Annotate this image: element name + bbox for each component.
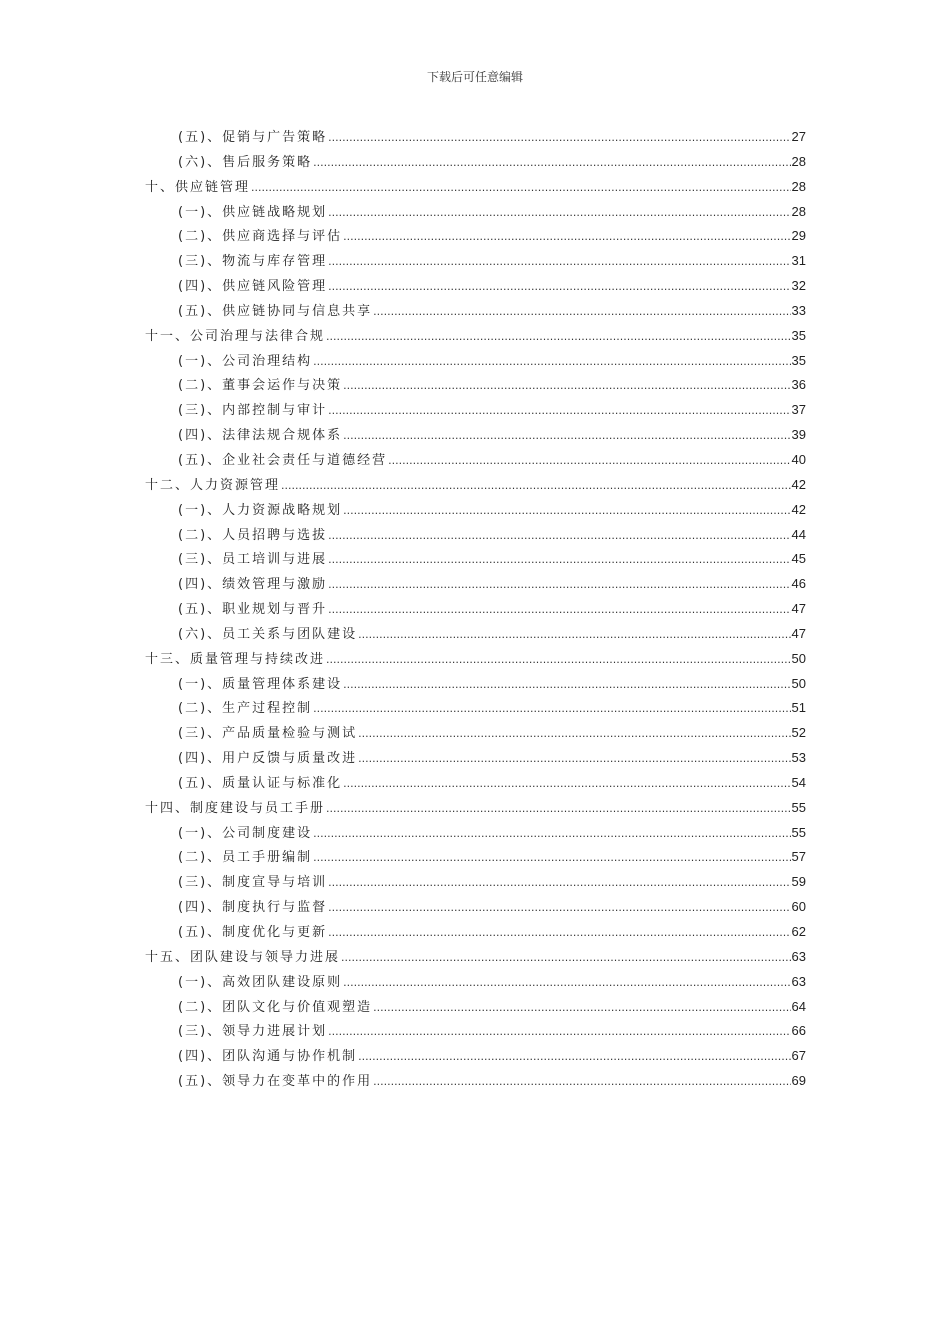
- toc-entry-title: (一)、公司治理结构: [178, 353, 313, 369]
- toc-entry-page-number: 28: [791, 153, 806, 169]
- toc-dot-leader: [343, 975, 790, 990]
- toc-dot-leader: [341, 950, 791, 965]
- toc-dot-leader: [358, 726, 790, 741]
- toc-entry-page-number: 63: [791, 973, 806, 989]
- toc-entry-page-number: 35: [791, 352, 806, 368]
- toc-dot-leader: [343, 503, 790, 518]
- toc-section-entry[interactable]: [145, 846, 806, 871]
- toc-entry-page-number: 29: [791, 228, 806, 244]
- toc-entry-title: (一)、高效团队建设原则: [178, 974, 343, 990]
- toc-entry-page-number: 36: [791, 377, 806, 393]
- toc-entry-page-number: 52: [791, 725, 806, 741]
- toc-entry-title: (五)、企业社会责任与道德经营: [178, 452, 388, 468]
- toc-dot-leader: [373, 304, 790, 319]
- toc-entry-title: (二)、供应商选择与评估: [178, 229, 343, 245]
- toc-entry-page-number: 53: [791, 750, 806, 766]
- toc-dot-leader: [343, 428, 790, 443]
- toc-dot-leader: [313, 826, 790, 841]
- toc-entry-title: (五)、促销与广告策略: [178, 130, 328, 145]
- toc-entry-page-number: 47: [791, 625, 806, 641]
- toc-entry-title: (三)、产品质量检验与测试: [178, 726, 358, 742]
- toc-entry-title: (四)、团队沟通与协作机制: [178, 1049, 358, 1065]
- toc-section-entry[interactable]: [145, 822, 806, 847]
- toc-section-entry[interactable]: [145, 424, 806, 449]
- toc-dot-leader: [328, 602, 790, 617]
- toc-entry-page-number: 28: [791, 178, 806, 194]
- toc-entry-title: (四)、绩效管理与激励: [178, 577, 328, 593]
- toc-entry-page-number: 42: [791, 476, 806, 492]
- toc-section-entry[interactable]: [145, 151, 806, 176]
- toc-entry-title: (一)、质量管理体系建设: [178, 676, 343, 692]
- toc-entry-title: (三)、领导力进展计划: [178, 1024, 328, 1040]
- toc-section-entry[interactable]: [145, 350, 806, 375]
- toc-section-entry[interactable]: [145, 499, 806, 524]
- toc-section-entry[interactable]: [145, 921, 806, 946]
- toc-dot-leader: [358, 751, 790, 766]
- toc-section-entry[interactable]: [145, 399, 806, 424]
- toc-section-entry[interactable]: [145, 1020, 806, 1045]
- toc-dot-leader: [313, 354, 790, 369]
- toc-entry-page-number: 33: [791, 302, 806, 318]
- toc-entry-page-number: 40: [791, 451, 806, 467]
- toc-entry-page-number: 47: [791, 601, 806, 617]
- toc-dot-leader: [328, 577, 790, 592]
- toc-entry-title: (二)、人员招聘与选拔: [178, 527, 328, 543]
- toc-dot-leader: [328, 552, 790, 567]
- toc-entry-page-number: 39: [791, 427, 806, 443]
- toc-dot-leader: [328, 279, 790, 294]
- toc-section-entry[interactable]: [145, 896, 806, 921]
- toc-dot-leader: [281, 478, 791, 493]
- toc-entry-page-number: 54: [791, 774, 806, 790]
- toc-entry-title: (一)、供应链战略规划: [178, 204, 328, 220]
- toc-chapter-entry[interactable]: [145, 176, 806, 201]
- toc-entry-page-number: 46: [791, 576, 806, 592]
- toc-entry-page-number: 44: [791, 526, 806, 542]
- toc-dot-leader: [326, 801, 791, 816]
- toc-entry-title: (六)、售后服务策略: [178, 154, 313, 170]
- toc-dot-leader: [328, 205, 790, 220]
- toc-entry-page-number: 63: [791, 948, 806, 964]
- toc-entry-page-number: 60: [791, 899, 806, 915]
- toc-section-entry[interactable]: [145, 623, 806, 648]
- toc-dot-leader: [328, 1024, 790, 1039]
- toc-entry-title: (四)、用户反馈与质量改进: [178, 751, 358, 767]
- toc-dot-leader: [358, 1049, 790, 1064]
- toc-entry-page-number: 62: [791, 924, 806, 939]
- toc-entry-title: (二)、团队文化与价值观塑造: [178, 999, 373, 1015]
- toc-entry-page-number: 59: [791, 874, 806, 890]
- toc-section-entry[interactable]: [145, 598, 806, 623]
- toc-entry-title: (一)、人力资源战略规划: [178, 502, 343, 518]
- toc-entry-page-number: 50: [791, 650, 806, 666]
- toc-entry-title: 十四、制度建设与员工手册: [145, 800, 326, 816]
- toc-chapter-entry[interactable]: [145, 946, 806, 971]
- toc-entry-page-number: 51: [791, 700, 806, 716]
- toc-dot-leader: [326, 329, 791, 344]
- toc-section-entry[interactable]: [145, 126, 806, 151]
- toc-dot-leader: [328, 254, 790, 269]
- toc-section-entry[interactable]: [145, 871, 806, 896]
- toc-dot-leader: [373, 1000, 790, 1015]
- toc-entry-page-number: 64: [791, 998, 806, 1014]
- toc-chapter-entry[interactable]: [145, 325, 806, 350]
- toc-dot-leader: [251, 180, 791, 195]
- toc-entry-page-number: 66: [791, 1023, 806, 1039]
- toc-chapter-entry[interactable]: [145, 648, 806, 673]
- toc-entry-title: 十二、人力资源管理: [145, 477, 281, 493]
- toc-entry-page-number: 50: [791, 675, 806, 691]
- table-of-contents: [145, 126, 806, 1095]
- toc-entry-page-number: 32: [791, 278, 806, 294]
- toc-dot-leader: [343, 776, 790, 791]
- toc-entry-title: (二)、董事会运作与决策: [178, 378, 343, 394]
- toc-entry-title: (四)、法律法规合规体系: [178, 428, 343, 444]
- toc-entry-title: (五)、领导力在变革中的作用: [178, 1074, 373, 1090]
- toc-section-entry[interactable]: [145, 971, 806, 996]
- toc-entry-title: 十一、公司治理与法律合规: [145, 328, 326, 344]
- toc-dot-leader: [313, 155, 790, 170]
- toc-entry-page-number: 28: [791, 203, 806, 219]
- toc-section-entry[interactable]: [145, 996, 806, 1021]
- toc-section-entry[interactable]: [145, 747, 806, 772]
- toc-dot-leader: [313, 850, 790, 865]
- toc-section-entry[interactable]: [145, 300, 806, 325]
- toc-entry-page-number: 55: [791, 824, 806, 840]
- toc-dot-leader: [358, 627, 790, 642]
- toc-section-entry[interactable]: [145, 697, 806, 722]
- toc-section-entry[interactable]: [145, 548, 806, 573]
- toc-section-entry[interactable]: [145, 524, 806, 549]
- toc-dot-leader: [343, 229, 790, 244]
- toc-section-entry[interactable]: [145, 1070, 806, 1095]
- toc-section-entry[interactable]: [145, 374, 806, 399]
- toc-entry-title: (五)、供应链协同与信息共享: [178, 303, 373, 319]
- toc-section-entry[interactable]: [145, 1045, 806, 1070]
- toc-entry-title: 十五、团队建设与领导力进展: [145, 949, 341, 965]
- toc-entry-page-number: 69: [791, 1073, 806, 1089]
- toc-dot-leader: [328, 875, 790, 890]
- toc-entry-title: (五)、职业规划与晋升: [178, 602, 328, 618]
- toc-section-entry[interactable]: [145, 225, 806, 250]
- toc-entry-title: (三)、物流与库存管理: [178, 254, 328, 270]
- toc-dot-leader: [328, 403, 790, 418]
- toc-entry-title: (六)、员工关系与团队建设: [178, 626, 358, 642]
- toc-chapter-entry[interactable]: [145, 797, 806, 822]
- toc-section-entry[interactable]: [145, 772, 806, 797]
- toc-section-entry[interactable]: [145, 673, 806, 698]
- toc-entry-title: (五)、质量认证与标准化: [178, 775, 343, 791]
- toc-entry-title: (三)、员工培训与进展: [178, 552, 328, 568]
- toc-dot-leader: [328, 130, 790, 145]
- toc-entry-title: (二)、生产过程控制: [178, 701, 313, 717]
- toc-dot-leader: [328, 925, 790, 940]
- toc-entry-page-number: 57: [791, 849, 806, 865]
- toc-dot-leader: [343, 677, 790, 692]
- toc-entry-page-number: 37: [791, 402, 806, 418]
- toc-section-entry[interactable]: [145, 250, 806, 275]
- toc-entry-page-number: 42: [791, 501, 806, 517]
- toc-entry-title: (一)、公司制度建设: [178, 825, 313, 841]
- toc-entry-title: 十三、质量管理与持续改进: [145, 651, 326, 667]
- toc-entry-page-number: 67: [791, 1048, 806, 1064]
- toc-entry-title: (三)、内部控制与审计: [178, 403, 328, 419]
- toc-entry-title: (三)、制度宣导与培训: [178, 875, 328, 891]
- toc-dot-leader: [373, 1074, 790, 1089]
- page-header: 下载后可任意编辑: [426, 70, 523, 84]
- toc-entry-page-number: 45: [791, 551, 806, 567]
- toc-section-entry[interactable]: [145, 449, 806, 474]
- toc-dot-leader: [343, 378, 790, 393]
- toc-entry-page-number: 55: [791, 799, 806, 815]
- toc-entry-title: (四)、制度执行与监督: [178, 900, 328, 916]
- toc-entry-title: (五)、制度优化与更新: [178, 925, 328, 940]
- toc-dot-leader: [388, 453, 790, 468]
- toc-dot-leader: [313, 701, 790, 716]
- toc-chapter-entry[interactable]: [145, 474, 806, 499]
- toc-entry-title: (二)、员工手册编制: [178, 850, 313, 866]
- toc-section-entry[interactable]: [145, 275, 806, 300]
- toc-dot-leader: [326, 652, 791, 667]
- toc-entry-title: 十、供应链管理: [145, 179, 251, 195]
- toc-section-entry[interactable]: [145, 722, 806, 747]
- toc-entry-page-number: 31: [791, 253, 806, 269]
- toc-section-entry[interactable]: [145, 201, 806, 226]
- toc-entry-page-number: 35: [791, 327, 806, 343]
- toc-entry-title: (四)、供应链风险管理: [178, 279, 328, 295]
- toc-section-entry[interactable]: [145, 573, 806, 598]
- toc-entry-page-number: 27: [791, 129, 806, 144]
- toc-dot-leader: [328, 900, 790, 915]
- toc-dot-leader: [328, 528, 790, 543]
